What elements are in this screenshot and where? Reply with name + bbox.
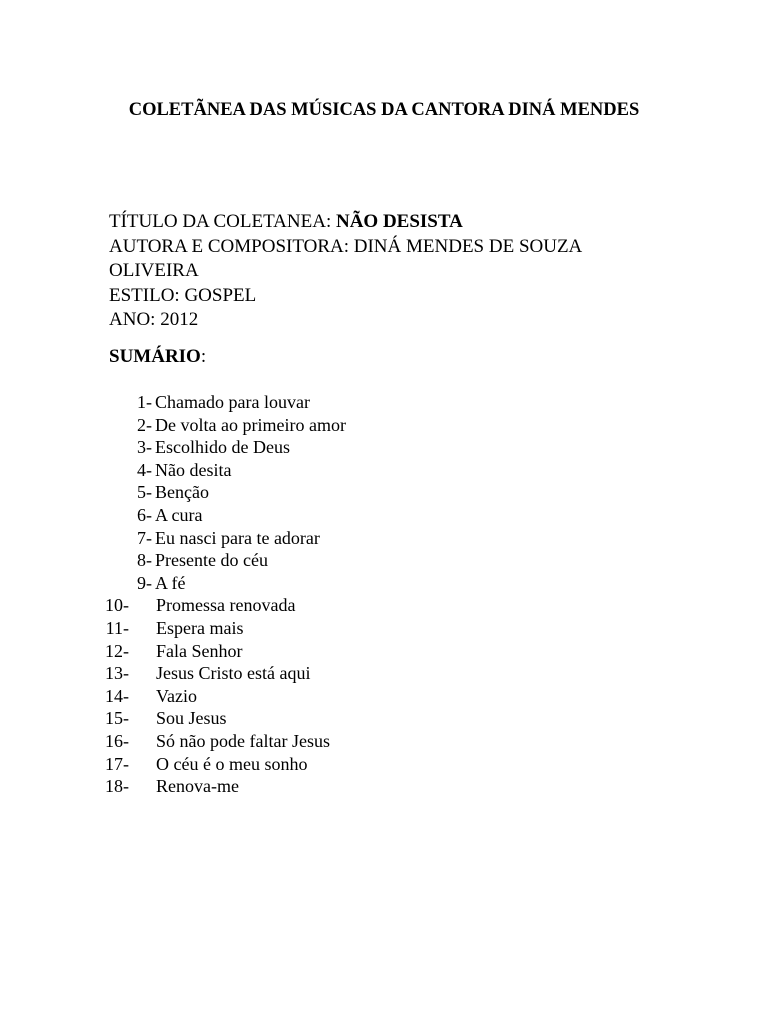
song-title: Renova-me [156,776,239,797]
song-title: Promessa renovada [156,595,296,616]
song-number: 14- [105,685,129,706]
song-number: 13- [105,663,129,684]
song-title: A fé [155,572,186,593]
style-line: ESTILO: GOSPEL [109,284,257,306]
year-line: ANO: 2012 [109,309,199,330]
song-number: 3- [137,437,152,458]
summary-heading [109,345,206,369]
song-number: 4- [137,459,152,480]
song-title: Eu nasci para te adorar [155,527,320,548]
song-title: A cura [155,504,203,525]
song-title: Jesus Cristo está aqui [156,663,311,684]
song-title: Benção [155,482,209,503]
summary-label: SUMÁRIO [109,346,201,367]
song-number: 1- [137,392,152,412]
song-number: 8- [137,550,152,571]
song-number: 12- [105,640,129,661]
author-line-continued: OLIVEIRA [109,260,199,281]
song-title: Sou Jesus [156,708,227,729]
song-title: Só não pode faltar Jesus [156,730,330,751]
song-number: 6- [137,504,152,525]
song-title: Chamado para louvar [155,392,310,412]
song-number: 5- [137,482,152,503]
song-title: Não desita [155,459,232,480]
song-number: 18- [105,776,129,797]
song-title: Presente do céu [155,550,268,571]
song-number: 9- [137,572,152,593]
document-title: COLETÃNEA DAS MÚSICAS DA CANTORA DINÁ MENDES [128,100,640,120]
song-title: Escolhido de Deus [155,437,290,458]
summary-colon: : [200,346,207,367]
song-title: Vazio [156,685,197,706]
song-number: 2- [137,414,152,435]
song-title: Espera mais [156,617,244,638]
collection-metadata [109,210,709,333]
song-title: Fala Senhor [156,640,243,661]
song-number: 16- [105,730,129,751]
song-title: De volta ao primeiro amor [155,414,346,435]
song-number: 10- [105,595,129,616]
collection-title-value: NÃO DESISTA [335,211,463,232]
song-number: 17- [105,753,129,774]
collection-title-line [109,210,709,235]
collection-title-label: TÍTULO DA COLETANEA: [109,211,336,232]
song-number: 7- [137,527,152,548]
song-number: 11- [105,617,129,638]
song-number: 15- [105,708,129,729]
author-line: AUTORA E COMPOSITORA: DINÁ MENDES DE SOUZA [109,235,583,257]
song-title: O céu é o meu sonho [156,753,308,774]
